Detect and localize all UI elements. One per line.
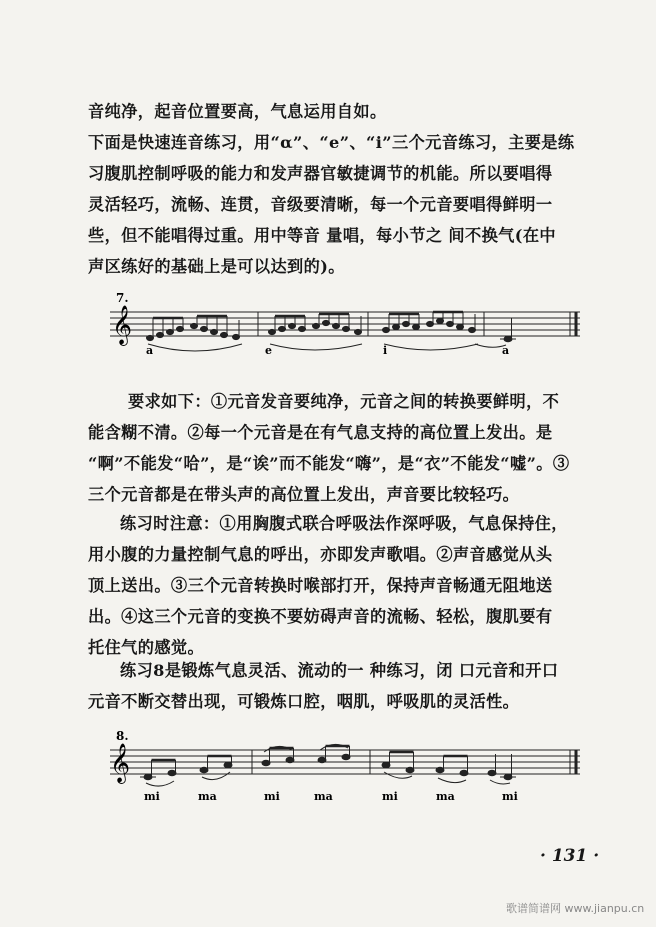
text-line: 元音不断交替出现，可锻炼口腔，咽肌，呼吸肌的灵活性。 (88, 692, 520, 711)
notes-measure-2 (262, 744, 350, 765)
syllable: ma (436, 790, 455, 803)
text-line: 用小腹的力量控制气息的呼出，亦即发声歌唱。②声音感觉从头 (88, 545, 553, 564)
text-line: 声区练好的基础上是可以达到的)。 (88, 257, 345, 276)
syllable: a (502, 344, 510, 357)
paragraph-exercise-8 (88, 655, 608, 717)
text-line: 音纯净，起音位置要高，气息运用自如。 (88, 102, 387, 121)
text-line: 要求如下：①元音发音要纯净，元音之间的转换要鲜明，不 (128, 392, 560, 411)
text-line: 习腹肌控制呼吸的能力和发声器官敏捷调节的机能。所以要唱得 (88, 164, 553, 183)
watermark: 歌谱简谱网 www.jianpu.cn (506, 902, 645, 915)
syllable: mi (264, 790, 280, 803)
syllable: ma (314, 790, 333, 803)
syllable: mi (144, 790, 160, 803)
syllable: i (383, 344, 388, 357)
text-line: 下面是快速连音练习，用“α”、“e”、“i”三个元音练习，主要是练 (88, 133, 575, 152)
syllable: ma (198, 790, 217, 803)
text-line: 灵活轻巧，流畅、连贯，音级要清晰，每一个元音要唱得鲜明一 (88, 195, 553, 214)
text-line: 托住气的感觉。 (88, 638, 205, 657)
staff-lines (110, 312, 580, 336)
treble-clef-icon: 𝄞 (110, 743, 131, 783)
syllable: mi (502, 790, 518, 803)
final-note (475, 318, 516, 347)
text-line: 能含糊不清。②每一个元音是在有气息支持的高位置上发出。是 (88, 423, 553, 442)
text-line: 出。④这三个元音的变换不要妨碍声音的流畅、轻松，腹肌要有 (88, 607, 553, 626)
text-line: 些，但不能唱得过重。用中等音 量唱，每小节之 间不换气(在中 (88, 226, 556, 245)
note-group-e (269, 314, 363, 350)
exercise-8-syllables (144, 790, 518, 803)
exercise-7-staff (100, 290, 590, 370)
treble-clef-icon: 𝄞 (112, 305, 133, 345)
text-line: “啊”不能发“哈”，是“诶”而不能发“嗨”，是“衣”不能发“嘘”。③ (88, 454, 570, 473)
notes-measure-1 (140, 756, 232, 786)
staff-lines (110, 750, 580, 774)
paragraph-intro (88, 96, 608, 282)
text-line: 三个元音都是在带头声的高位置上发出，声音要比较轻巧。 (88, 485, 520, 504)
exercise-8-staff (100, 728, 590, 808)
exercise-number: 8. (116, 729, 129, 743)
note-group-a (147, 316, 243, 351)
syllable: a (146, 344, 154, 357)
exercise-number: 7. (116, 291, 129, 305)
text-line: 练习时注意：①用胸腹式联合呼吸法作深呼吸，气息保持住， (120, 514, 568, 533)
syllable: e (265, 344, 272, 357)
paragraph-requirements (88, 386, 608, 510)
syllable: mi (382, 790, 398, 803)
paragraph-notes (88, 508, 608, 663)
text-line: 练习8是锻炼气息灵活、流动的一 种练习，闭 口元音和开口 (120, 661, 559, 680)
text-line: 顶上送出。③三个元音转换时喉部打开，保持声音畅通无阻地送 (88, 576, 553, 595)
page-number: · 131 · (540, 846, 600, 866)
